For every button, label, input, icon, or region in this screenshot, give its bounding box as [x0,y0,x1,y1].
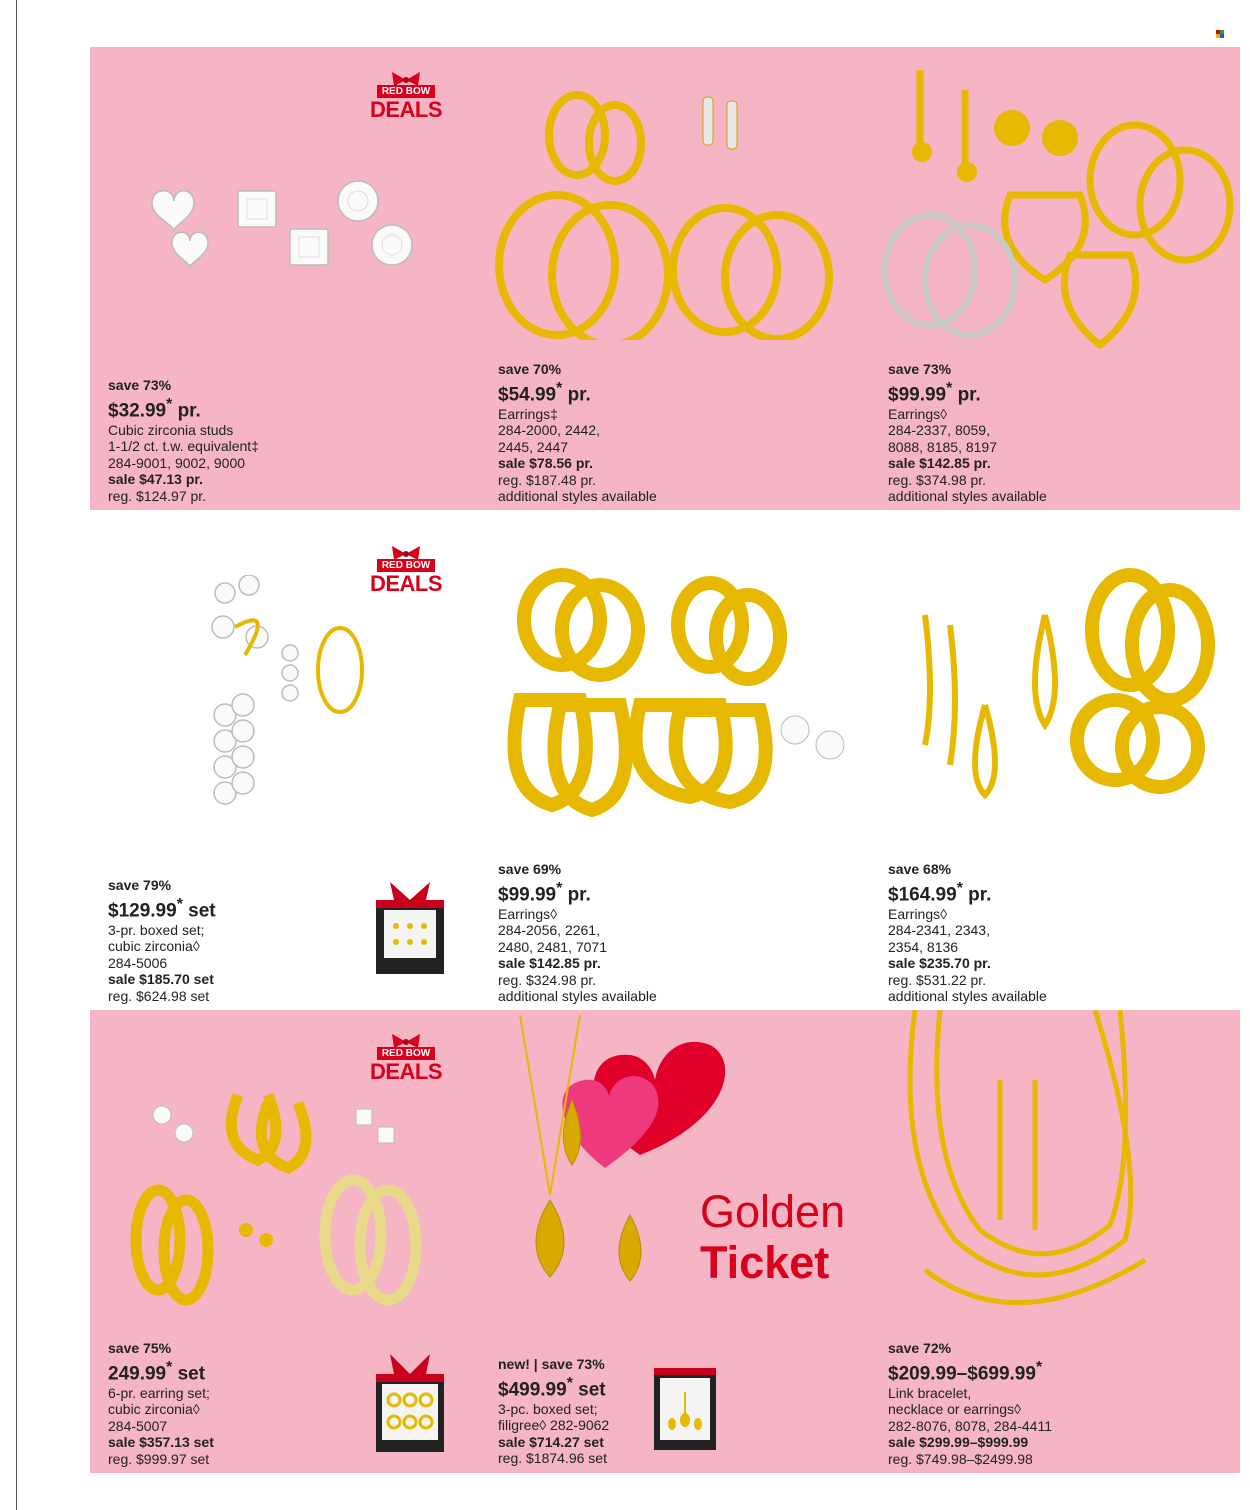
price-mark: * [946,379,953,397]
desc-line: 2445, 2447 [498,438,569,455]
sale-price: sale $357.13 set [108,1434,214,1451]
sale-price: sale $78.56 pr. [498,455,593,472]
price: $164.99 [888,883,957,905]
gold-dangle-hoop-earrings-image [905,565,1235,805]
additional-styles: additional styles available [888,988,1047,1005]
desc-line: Earrings◊ [888,905,948,922]
price-unit: pr. [957,383,981,405]
price: $54.99 [498,383,557,405]
desc-line: 284-2341, 2343, [888,922,990,939]
cz-studs-image [130,175,430,275]
offer-cz-boxed-set [108,877,216,1004]
save-text: save 70% [498,361,562,377]
price-mark: * [556,379,563,397]
offer-gold-hoops [498,361,657,505]
reg-price: reg. $187.48 pr. [498,471,597,488]
price-unit: pr. [177,399,201,421]
price: $499.99 [498,1378,567,1400]
price-mark: * [556,879,563,897]
price-mark: * [166,395,173,413]
desc-line: Cubic zirconia studs [108,421,234,438]
additional-styles: additional styles available [498,988,657,1005]
price-unit: pr. [567,383,591,405]
save-text: save 69% [498,861,562,877]
desc-line: 284-9001, 9002, 9000 [108,454,246,471]
price: $99.99 [888,383,947,405]
price-unit: pr. [567,883,591,905]
price: $32.99 [108,399,167,421]
red-bow-deals-badge [366,544,446,600]
desc-line: 282-8076, 8078, 284-4411 [888,1417,1052,1434]
price: $209.99–$699.99 [888,1362,1036,1384]
additional-styles: additional styles available [888,488,1047,505]
price-mark: * [1035,1358,1043,1376]
gold-hoop-earrings-image [495,85,835,340]
textured-gold-hoops-image [490,565,850,820]
filigree-necklace-set-image [490,1015,660,1290]
desc-line: Link bracelet, [888,1384,972,1401]
badge-top-text: RED BOW [377,85,435,98]
desc-line: 284-5007 [108,1417,168,1434]
desc-line: Earrings◊ [498,905,558,922]
reg-price: reg. $999.97 set [108,1450,210,1467]
reg-price: reg. $531.22 pr. [888,971,987,988]
desc-line: 284-2000, 2442, [498,422,600,439]
desc-line: 8088, 8185, 8197 [888,438,997,455]
sale-price: sale $185.70 set [108,971,214,988]
badge-bottom-text: DEALS [369,1059,443,1084]
desc-line: Earrings‡ [498,405,558,422]
price: $99.99 [498,883,557,905]
desc-line: cubic zirconia◊ [108,1401,200,1418]
price-mark: * [956,879,963,897]
corner-mark-icon [1216,30,1224,38]
save-text: save 79% [108,877,172,893]
save-text: new! | save 73% [498,1356,605,1372]
desc-line: Earrings◊ [888,405,948,422]
desc-line: 2480, 2481, 7071 [498,938,607,955]
desc-line: 284-5006 [108,954,168,971]
desc-line: necklace or earrings◊ [888,1401,1021,1418]
save-text: save 68% [888,861,952,877]
sale-price: sale $714.27 set [498,1433,604,1450]
desc-line: 6-pr. earring set; [108,1384,210,1401]
promo-ticket-text: Ticket [700,1237,830,1288]
boxed-set-gift-icon [372,878,448,976]
offer-cz-studs [108,377,259,504]
badge-bottom-text: DEALS [369,97,443,122]
offer-textured-hoops [498,861,657,1005]
price-unit: set [578,1378,606,1400]
price: $129.99 [108,899,177,921]
price-mark: * [566,1374,573,1392]
cz-boxed-set-earrings-image [185,575,375,845]
desc-line: 1-1/2 ct. t.w. equivalent‡ [108,438,259,455]
reg-price: reg. $324.98 pr. [498,971,597,988]
assorted-earrings-image [870,60,1240,350]
desc-line: 284-2337, 8059, [888,422,990,439]
save-text: save 72% [888,1340,952,1356]
desc-line: 3-pc. boxed set; [498,1400,598,1417]
sale-price: sale $47.13 pr. [108,471,203,488]
offer-dangle-hoops [888,861,1047,1005]
sale-price: sale $142.85 pr. [888,455,991,472]
desc-line: 3-pr. boxed set; [108,921,205,938]
offer-filigree-set [498,1356,609,1467]
offer-link-jewelry [888,1340,1052,1467]
reg-price: reg. $374.98 pr. [888,471,987,488]
badge-top-text: RED BOW [377,1047,435,1060]
six-pair-gift-box-icon [372,1350,448,1454]
badge-bottom-text: DEALS [369,571,443,596]
desc-line: cubic zirconia◊ [108,938,200,955]
reg-price: reg. $124.97 pr. [108,487,207,504]
additional-styles: additional styles available [498,488,657,505]
offer-assorted-earrings [888,361,1047,505]
reg-price: reg. $749.98–$2499.98 [888,1450,1033,1467]
link-chain-jewelry-image [895,1010,1165,1340]
desc-line: filigree◊ 282-9062 [498,1417,610,1434]
page-edge-line [16,0,17,1510]
price-unit: pr. [968,883,992,905]
sale-price: sale $299.99–$999.99 [888,1434,1029,1451]
reg-price: reg. $624.98 set [108,987,210,1004]
desc-line: 2354, 8136 [888,938,959,955]
sale-price: sale $142.85 pr. [498,955,601,972]
sale-price: sale $235.70 pr. [888,955,991,972]
price-unit: set [177,1362,206,1384]
save-text: save 73% [888,361,952,377]
filigree-gift-box-icon [650,1352,720,1452]
badge-top-text: RED BOW [377,559,435,572]
save-text: save 73% [108,377,172,393]
reg-price: reg. $1874.96 set [498,1450,607,1467]
price-unit: set [188,899,216,921]
price-mark: * [176,895,183,913]
desc-line: 284-2056, 2261, [498,922,600,939]
offer-six-pair-set [108,1340,214,1467]
promo-golden-text: Golden [700,1186,846,1237]
save-text: save 75% [108,1340,172,1356]
price: 249.99 [108,1362,167,1384]
six-pair-earring-set-image [128,1075,428,1315]
price-mark: * [166,1358,173,1376]
red-bow-deals-badge [366,70,446,126]
